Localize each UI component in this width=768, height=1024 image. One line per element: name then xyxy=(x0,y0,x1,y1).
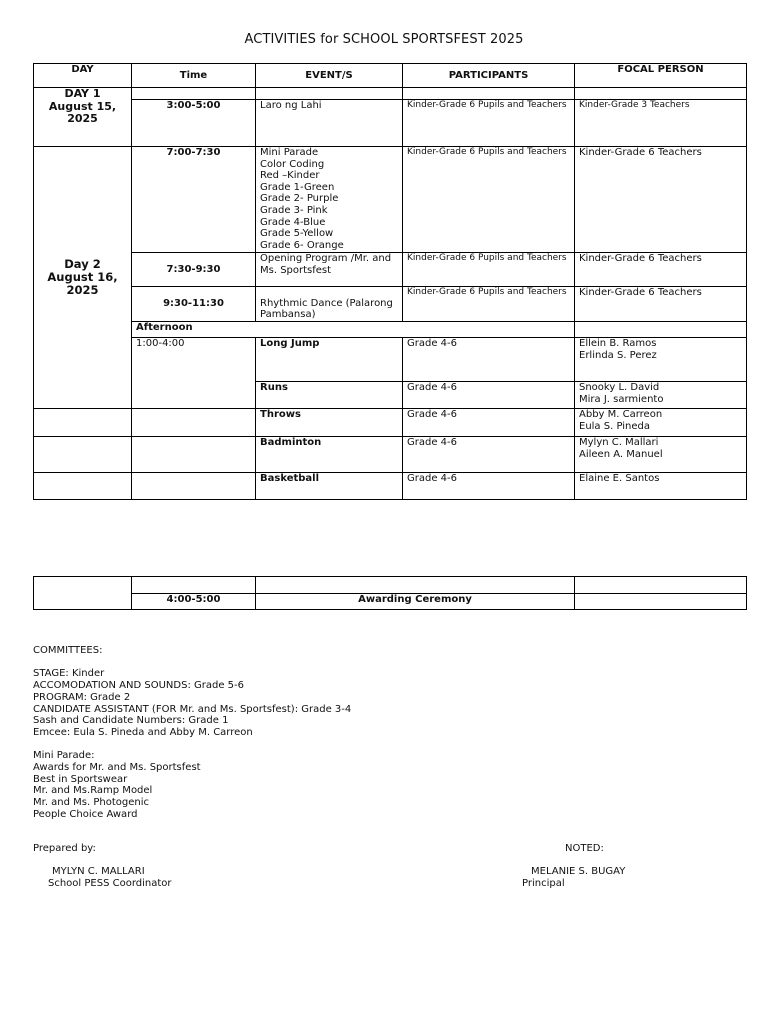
day1-label: DAY 1 xyxy=(64,87,101,100)
day2-date: August 16, xyxy=(47,270,118,284)
table-row xyxy=(34,473,747,500)
table-row xyxy=(34,88,747,100)
table-row xyxy=(34,338,747,382)
event-line: Grade 5-Yellow xyxy=(260,228,334,240)
noted-label: NOTED: xyxy=(565,843,604,854)
prepared-by-label: Prepared by: xyxy=(33,843,96,854)
committee-item: CANDIDATE ASSISTANT (FOR Mr. and Ms. Sportsfest): Grade 3-4 xyxy=(33,703,352,715)
time-cell: 9:30-11:30 xyxy=(132,287,256,322)
event-cell: Opening Program /Mr. and Ms. Sportsfest xyxy=(256,253,403,287)
header-events: EVENT/S xyxy=(256,64,403,88)
day1-year: 2025 xyxy=(67,112,98,125)
day2-cell xyxy=(34,147,132,409)
event-cell: Throws xyxy=(256,409,403,437)
participants-cell: Kinder-Grade 6 Pupils and Teachers xyxy=(403,147,575,253)
afternoon-label: Afternoon xyxy=(132,322,575,338)
participants-cell: Kinder-Grade 6 Pupils and Teachers xyxy=(403,287,575,322)
focal-cell: Kinder-Grade 6 Teachers xyxy=(575,287,747,322)
table-row xyxy=(34,147,747,253)
focal-name: Abby M. Carreon xyxy=(579,409,663,420)
table-row xyxy=(34,437,747,473)
event-line: Grade 4-Blue xyxy=(260,216,326,228)
participants-cell: Kinder-Grade 6 Pupils and Teachers xyxy=(403,253,575,287)
event-line: Mini Parade xyxy=(260,147,319,158)
event-cell: Laro ng Lahi xyxy=(256,100,403,147)
event-line: Grade 2- Purple xyxy=(260,193,339,205)
event-cell: Long Jump xyxy=(256,338,403,382)
event-line: Grade 3- Pink xyxy=(260,204,328,216)
header-time: Time xyxy=(132,64,256,88)
table-row xyxy=(34,409,747,437)
participants-cell: Grade 4-6 xyxy=(403,409,575,437)
noted-name: MELANIE S. BUGAY xyxy=(531,866,626,877)
committee-item: Emcee: Eula S. Pineda and Abby M. Carreon xyxy=(33,726,253,738)
participants-cell: Grade 4-6 xyxy=(403,382,575,409)
table-row xyxy=(34,287,747,322)
mini-parade-item: People Choice Award xyxy=(33,808,138,820)
event-cell: Badminton xyxy=(256,437,403,473)
table-row xyxy=(34,100,747,147)
awarding-table xyxy=(33,576,747,610)
mini-parade-item: Mr. and Ms.Ramp Model xyxy=(33,785,153,797)
focal-name: Aileen A. Manuel xyxy=(579,448,663,460)
document-title: ACTIVITIES for SCHOOL SPORTSFEST 2025 xyxy=(244,32,524,47)
focal-cell xyxy=(575,437,747,473)
committee-item: PROGRAM: Grade 2 xyxy=(33,691,131,703)
participants-cell: Grade 4-6 xyxy=(403,473,575,500)
focal-cell xyxy=(575,409,747,437)
table-header-row xyxy=(34,64,747,88)
focal-name: Snooky L. David xyxy=(579,382,660,393)
focal-name: Ellein B. Ramos xyxy=(579,338,657,349)
mini-parade-heading: Mini Parade: xyxy=(33,750,95,762)
event-cell: Basketball xyxy=(256,473,403,500)
mini-parade-item: Mr. and Ms. Photogenic xyxy=(33,797,150,809)
prepared-by-role: School PESS Coordinator xyxy=(48,878,172,889)
noted-role: Principal xyxy=(522,878,565,889)
participants-cell: Grade 4-6 xyxy=(403,338,575,382)
focal-cell xyxy=(575,338,747,382)
schedule-table xyxy=(33,63,747,500)
participants-cell: Grade 4-6 xyxy=(403,437,575,473)
header-participants: PARTICIPANTS xyxy=(403,64,575,88)
focal-name: Erlinda S. Perez xyxy=(579,349,657,361)
awarding-event: Awarding Ceremony xyxy=(256,594,575,610)
event-line: Color Coding xyxy=(260,158,325,170)
table-row xyxy=(34,322,747,338)
day1-cell xyxy=(34,88,132,147)
afternoon-time-cell: 1:00-4:00 xyxy=(132,338,256,409)
focal-name: Elaine E. Santos xyxy=(579,473,660,484)
mini-parade-item: Awards for Mr. and Ms. Sportsfest xyxy=(33,762,201,773)
focal-cell: Kinder-Grade 3 Teachers xyxy=(575,100,747,147)
event-cell: Rhythmic Dance (Palarong Pambansa) xyxy=(256,287,403,322)
focal-cell: Kinder-Grade 6 Teachers xyxy=(575,253,747,287)
event-line: Grade 1-Green xyxy=(260,181,335,193)
committee-item: Sash and Candidate Numbers: Grade 1 xyxy=(33,715,229,727)
event-line: Grade 6- Orange xyxy=(260,239,344,251)
focal-cell: Kinder-Grade 6 Teachers xyxy=(575,147,747,253)
awarding-time: 4:00-5:00 xyxy=(132,594,256,610)
focal-cell xyxy=(575,473,747,500)
committee-item: ACCOMODATION AND SOUNDS: Grade 5-6 xyxy=(33,680,244,692)
committee-item: STAGE: Kinder xyxy=(33,668,105,680)
time-cell: 7:30-9:30 xyxy=(132,253,256,287)
focal-name: Mira J. sarmiento xyxy=(579,393,664,405)
focal-name: Mylyn C. Mallari xyxy=(579,437,659,448)
committees-section xyxy=(33,645,351,821)
table-row xyxy=(34,594,747,610)
participants-cell: Kinder-Grade 6 Pupils and Teachers xyxy=(403,100,575,147)
time-cell: 3:00-5:00 xyxy=(132,100,256,147)
focal-name: Eula S. Pineda xyxy=(579,420,651,432)
table-row xyxy=(34,577,747,594)
day2-label: Day 2 xyxy=(64,257,101,271)
day2-year: 2025 xyxy=(66,283,99,297)
prepared-by-name: MYLYN C. MALLARI xyxy=(52,866,145,877)
mini-parade-item: Best in Sportswear xyxy=(33,773,128,785)
table-row xyxy=(34,253,747,287)
header-day: DAY xyxy=(34,64,132,88)
event-cell xyxy=(256,147,403,253)
event-cell: Runs xyxy=(256,382,403,409)
time-cell: 7:00-7:30 xyxy=(132,147,256,253)
event-line: Red –Kinder xyxy=(260,170,320,182)
focal-cell xyxy=(575,382,747,409)
committees-heading: COMMITTEES: xyxy=(33,645,103,656)
day1-date: August 15, xyxy=(48,99,117,113)
header-focal-person: FOCAL PERSON xyxy=(575,64,747,88)
